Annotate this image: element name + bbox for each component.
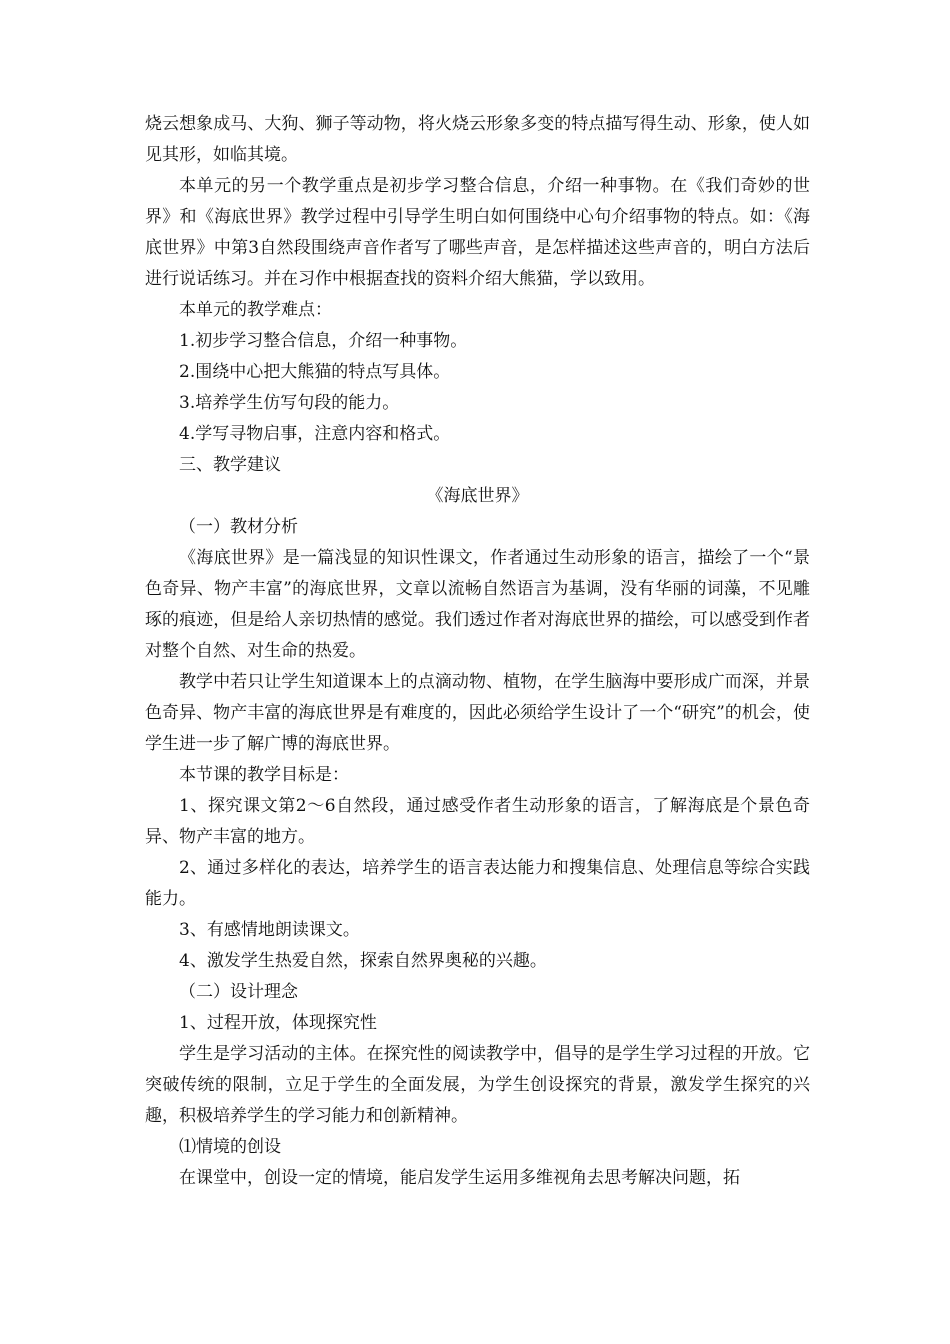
lesson-title: 《海底世界》 xyxy=(426,486,529,506)
paragraph-20: 学生是学习活动的主体。在探究性的阅读教学中，倡导的是学生学习过程的开放。它突破传统的限制，立足于学生的全面发展，为学生创设探究的背景，激发学生探究的兴趣，积极培养学生的学习能力和创新精神。 xyxy=(145,1044,810,1126)
paragraph-22: 在课堂中，创设一定的情境，能启发学生运用多维视角去思考解决问题，拓 xyxy=(179,1168,740,1188)
paragraph-11: 《海底世界》是一篇浅显的知识性课文，作者通过生动形象的语言，描绘了一个“景色奇异、物产丰富”的海底世界，文章以流畅自然语言为基调，没有华丽的词藻，不见雕琢的痕迹，但是给人亲切热情的感觉。我们透过作者对海底世界的描绘，可以感受到作者对整个自然、对生命的热爱。 xyxy=(145,548,810,661)
subheading-material-analysis: （一）教材分析 xyxy=(179,517,298,537)
paragraph-6: 3.培养学生仿写句段的能力。 xyxy=(179,393,400,413)
paragraph-4: 1.初步学习整合信息，介绍一种事物。 xyxy=(179,331,468,351)
goal-item-3: 3、有感情地朗读课文。 xyxy=(179,920,360,940)
paragraph-12: 教学中若只让学生知道课本上的点滴动物、植物，在学生脑海中要形成广而深，并景色奇异、物产丰富的海底世界是有难度的，因此必须给学生设计了一个“研究”的机会，使学生进一步了解广博的海底世界。 xyxy=(145,672,810,754)
subheading-design-concept: （二）设计理念 xyxy=(179,982,298,1002)
paragraph-13: 本节课的教学目标是： xyxy=(179,765,349,785)
paragraph-2: 本单元的另一个教学重点是初步学习整合信息，介绍一种事物。在《我们奇妙的世界》和《海底世界》教学过程中引导学生明白如何围绕中心句介绍事物的特点。如：《海底世界》中第3自然段围绕声音作者写了哪些声音，是怎样描述这些声音的，明白方法后进行说话练习。并在习作中根据查找的资料介绍大熊猫，学以致用。 xyxy=(145,176,810,289)
paragraph-1: 烧云想象成马、大狗、狮子等动物，将火烧云形象多变的特点描写得生动、形象，使人如见其形，如临其境。 xyxy=(145,114,810,165)
paragraph-7: 4.学写寻物启事，注意内容和格式。 xyxy=(179,424,451,444)
concept-item-1: 1、过程开放，体现探究性 xyxy=(179,1013,377,1033)
subheading-situation: ⑴情境的创设 xyxy=(179,1137,281,1157)
paragraph-5: 2.围绕中心把大熊猫的特点写具体。 xyxy=(179,362,451,382)
document-body xyxy=(145,109,810,1194)
goal-item-2: 2、通过多样化的表达，培养学生的语言表达能力和搜集信息、处理信息等综合实践能力。 xyxy=(145,858,810,909)
section-heading-teaching-suggestions: 三、教学建议 xyxy=(179,455,281,475)
paragraph-3: 本单元的教学难点： xyxy=(179,300,332,320)
goal-item-4: 4、激发学生热爱自然，探索自然界奥秘的兴趣。 xyxy=(179,951,547,971)
goal-item-1: 1、探究课文第2～6自然段，通过感受作者生动形象的语言，了解海底是个景色奇异、物产丰富的地方。 xyxy=(145,796,810,847)
